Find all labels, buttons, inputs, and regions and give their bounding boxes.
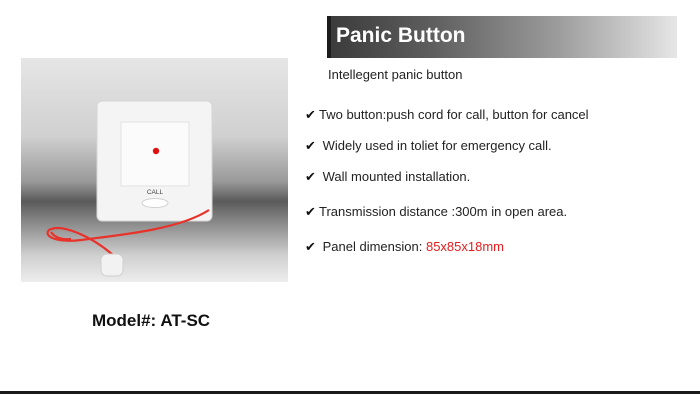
feature-item [305,204,567,220]
call-label: CALL [146,189,164,196]
check-icon: ✔ [305,107,316,122]
panic-button-device-illustration [21,58,288,282]
feature-item [305,107,589,123]
page-title: Panic Button [336,24,466,47]
panel-dimension-value: 85x85x18mm [425,239,505,254]
cancel-button [142,199,168,208]
check-icon: ✔ [305,204,316,219]
check-icon: ✔ [305,169,316,184]
indicator-light [153,148,159,154]
feature-item [305,239,504,255]
model-label: Model#: AT-SC [92,311,211,330]
check-icon: ✔ [305,138,316,153]
feature-item [305,138,552,154]
check-icon: ✔ [305,239,316,254]
pull-handle [101,254,123,276]
feature-text: Wall mounted installation. [322,169,471,184]
feature-text: Transmission distance :300m in open area. [319,204,568,219]
feature-item [305,169,470,185]
feature-text: Two button:push cord for call, button for cancel [319,107,589,122]
title-accent [327,16,331,58]
subtitle: Intellegent panic button [328,67,463,82]
title-bar [327,16,677,58]
bottom-divider [0,391,700,394]
product-photo [21,58,288,282]
feature-text: Widely used in toliet for emergency call. [322,138,552,153]
feature-text: Panel dimension: [322,239,426,254]
